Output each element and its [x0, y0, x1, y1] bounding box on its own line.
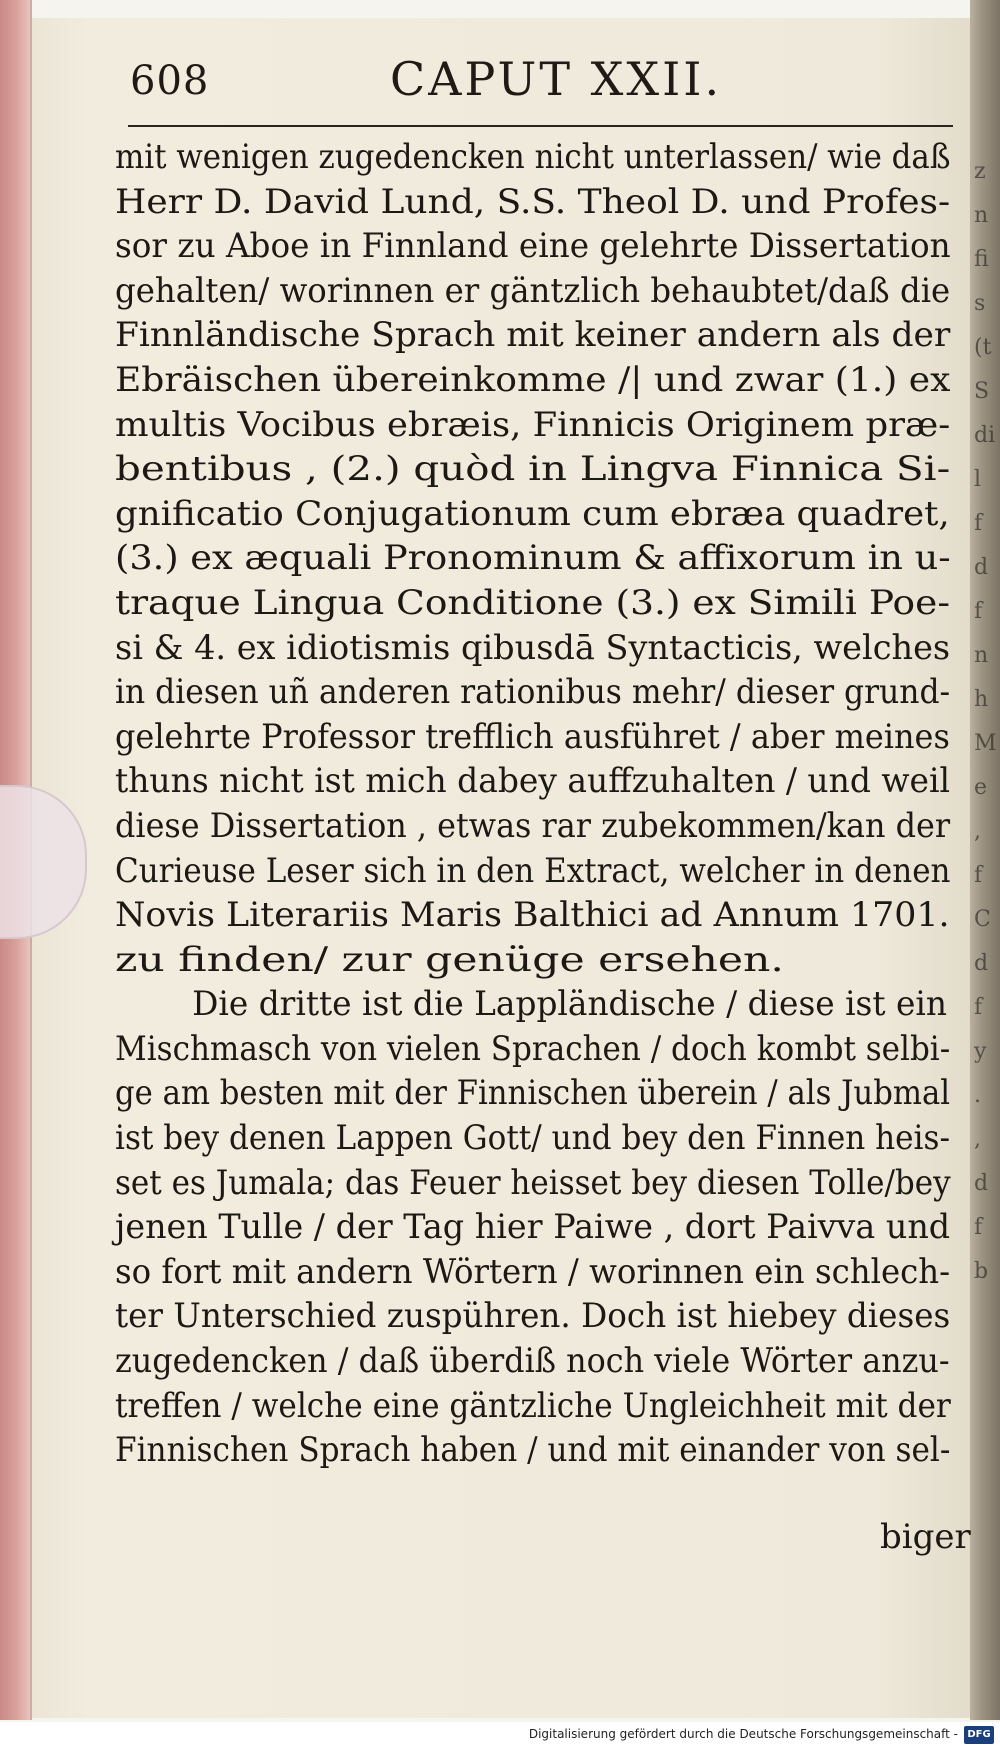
running-head	[130, 52, 930, 112]
paragraph-first-line: Die dritte ist die Lappländische / diese ist ein	[192, 984, 947, 1025]
text-line: ge am besten mit der Finnischen überein / als Jubmal	[115, 1073, 951, 1114]
text-line: Finnländische Sprach mit keiner andern als der	[115, 315, 951, 356]
text-line: gnificatio Conjugationum cum ebræa quadret,	[115, 493, 950, 534]
text-line: multis Vocibus ebræis, Finnicis Originem præ-	[115, 404, 951, 445]
text-line: traque Lingua Conditione (3.) ex Simili Poe-	[115, 582, 950, 623]
dfg-logo-icon: DFG	[964, 1726, 994, 1744]
text-line: diese Dissertation , etwas rar zubekommen/kan der	[115, 805, 951, 846]
text-line: in diesen uñ anderen rationibus mehr/ dieser grund-	[115, 672, 951, 713]
text-line: jenen Tulle / der Tag hier Paiwe , dort Paivva und	[115, 1207, 951, 1248]
facing-page-text-fragments: z n fi s (t S di l f d f n h M e , f C d f y . , d f b	[974, 159, 997, 1284]
text-line: si & 4. ex idiotismis qibusdā Syntacticis, welches	[115, 627, 951, 668]
text-line: ist bey denen Lappen Gott/ und bey den Finnen heis-	[115, 1118, 950, 1159]
text-line: mit wenigen zugedencken nicht unterlassen/ wie daß	[115, 137, 951, 177]
text-line: Finnischen Sprach haben / und mit einander von sel-	[115, 1430, 951, 1471]
text-line: Mischmasch von vielen Sprachen / doch kombt selbi-	[115, 1028, 951, 1069]
text-line: Ebräischen übereinkomme /| und zwar (1.) ex	[115, 359, 951, 400]
text-line: Herr D. David Lund, S.S. Theol D. und Profes-	[115, 181, 951, 222]
header-rule	[128, 125, 953, 127]
text-line: ter Unterschied zuspühren. Doch ist hiebey dieses	[115, 1296, 951, 1337]
text-line: set es Jumala; das Feuer heisset bey diesen Tolle/bey	[115, 1162, 951, 1203]
footer-credit: Digitalisierung gefördert durch die Deutsche Forschungsgemeinschaft -	[528, 1727, 958, 1741]
text-line: Novis Literariis Maris Balthici ad Annum 1701.	[115, 895, 950, 936]
page-number: 608	[130, 58, 210, 104]
body-text	[115, 135, 960, 1473]
text-line: gehalten/ worinnen er gäntzlich behaubtet/daß die	[115, 270, 951, 311]
text-line: treffen / welche eine gäntzliche Ungleichheit mit der	[115, 1385, 951, 1426]
text-line: thuns nicht ist mich dabey auffzuhalten / und weil	[115, 761, 951, 802]
text-line: zu finden/ zur genüge ersehen.	[115, 939, 784, 980]
text-line: zugedencken / daß überdiß noch viele Wörter anzu-	[115, 1341, 950, 1382]
digitization-footer	[0, 1722, 1000, 1749]
catchword: biger	[880, 1517, 971, 1557]
text-line: bentibus , (2.) quòd in Lingva Finnica Si-	[115, 449, 951, 490]
text-line: Curieuse Leser sich in den Extract, welcher in denen	[115, 850, 951, 891]
text-line: so fort mit andern Wörtern / worinnen ein schlech-	[115, 1251, 951, 1292]
text-line: (3.) ex æquali Pronominum & affixorum in u-	[115, 538, 951, 579]
text-line: sor zu Aboe in Finnland eine gelehrte Dissertation	[115, 226, 951, 267]
facing-page-gutter	[970, 0, 1000, 1720]
chapter-title: CAPUT XXII.	[390, 52, 723, 106]
text-line: gelehrte Professor trefflich ausführet / aber meines	[115, 716, 950, 757]
